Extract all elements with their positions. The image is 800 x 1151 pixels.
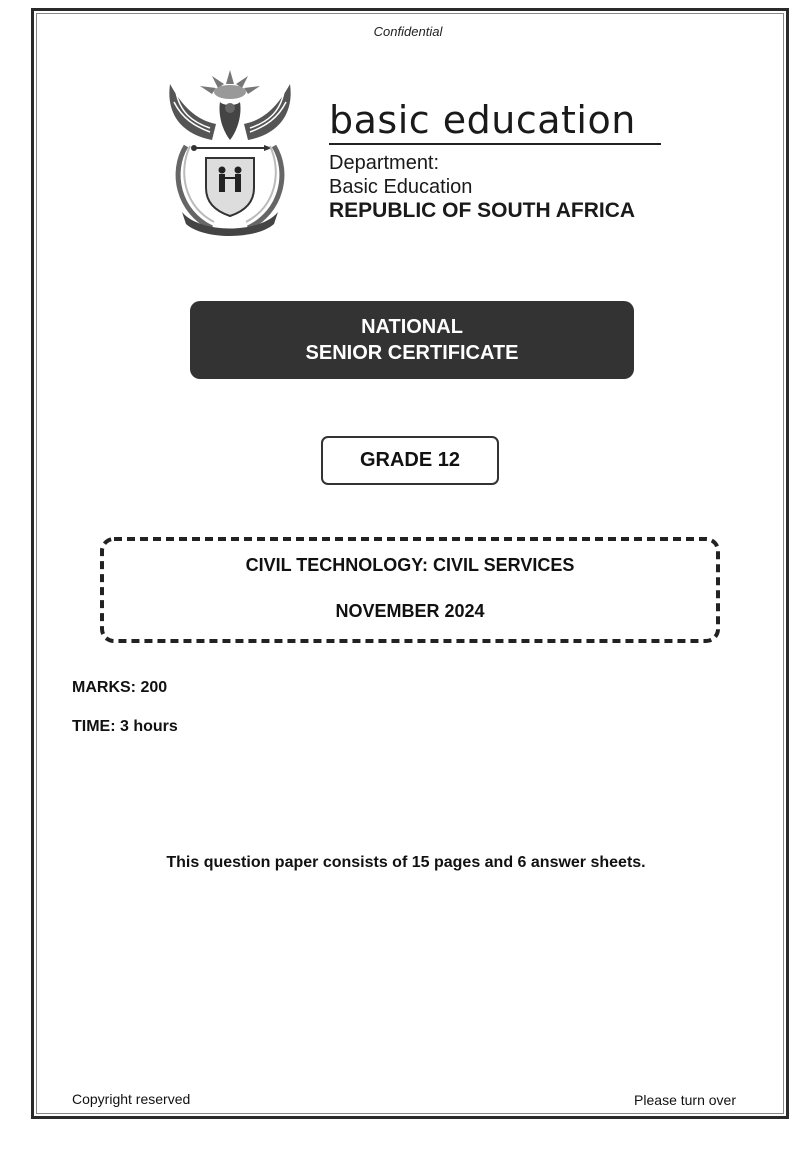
certificate-banner (190, 301, 634, 379)
certificate-line-2: SENIOR CERTIFICATE (305, 342, 519, 364)
subject-dashed-frame (98, 534, 722, 646)
department-name: Basic Education (329, 176, 473, 198)
certificate-line-1: NATIONAL (361, 316, 463, 338)
copyright-label: Copyright reserved (72, 1091, 191, 1107)
brand-block (329, 98, 661, 223)
exam-date: NOVEMBER 2024 (335, 601, 485, 621)
subject-title: CIVIL TECHNOLOGY: CIVIL SERVICES (245, 555, 575, 575)
grade-box: GRADE 12 (321, 436, 499, 485)
country-name: REPUBLIC OF SOUTH AFRICA (329, 199, 636, 222)
confidential-label: Confidential (373, 24, 443, 39)
paper-consists-note: This question paper consists of 15 pages and 6 answer sheets. (166, 854, 646, 871)
turn-over-label: Please turn over (634, 1092, 736, 1108)
department-label: Department: (329, 152, 440, 174)
brand-title: basic education (329, 98, 636, 142)
time-label: TIME: 3 hours (72, 718, 178, 735)
south-africa-coat-of-arms-icon (160, 62, 300, 240)
marks-label: MARKS: 200 (72, 679, 168, 696)
brand-underline (329, 143, 661, 145)
